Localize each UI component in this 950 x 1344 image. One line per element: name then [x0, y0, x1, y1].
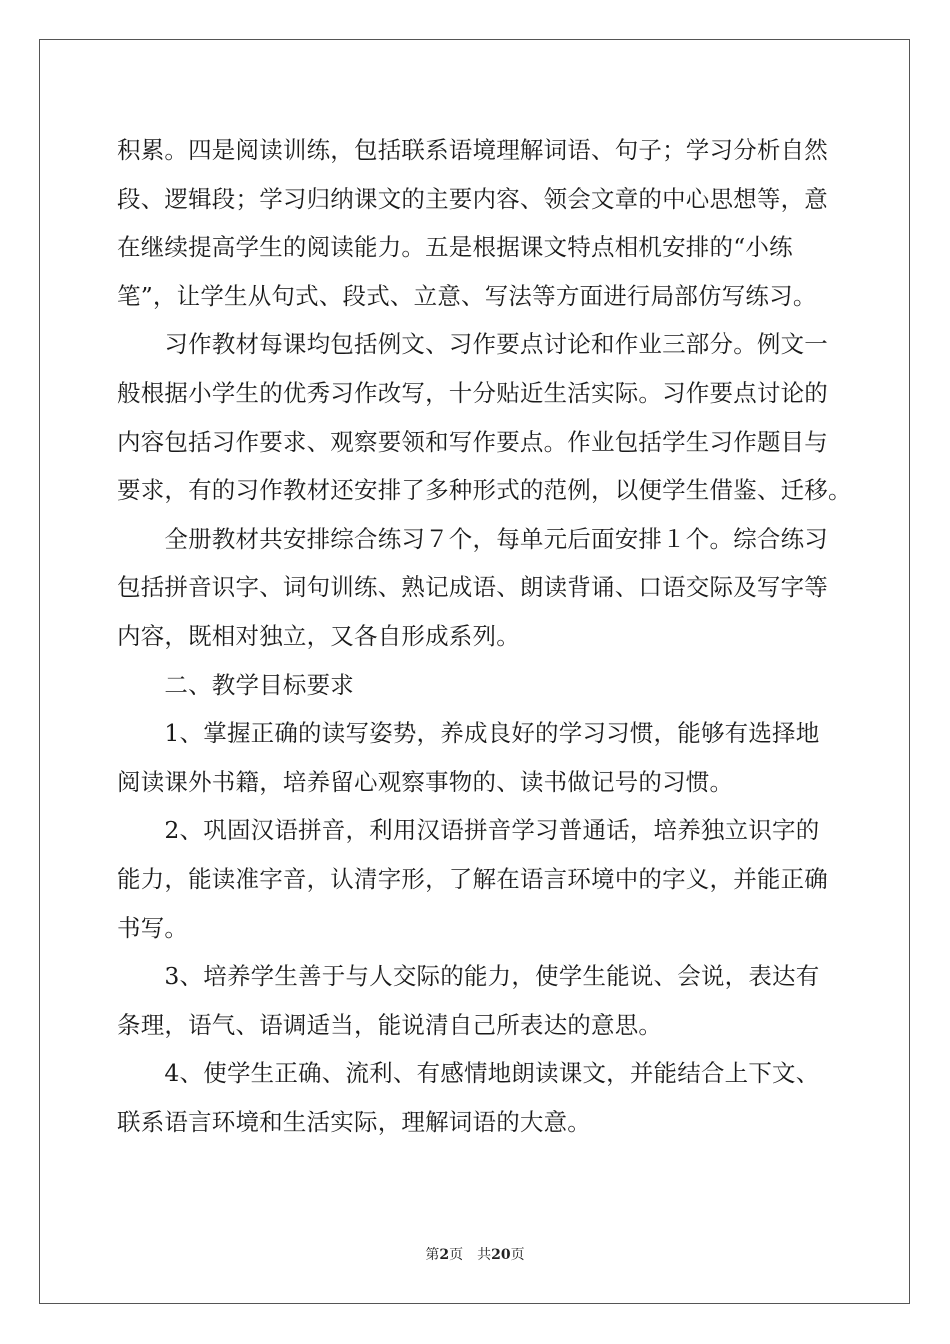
text-line: 在继续提高学生的阅读能力。五是根据课文特点相机安排的“小练	[117, 233, 793, 262]
text-line: 全册教材共安排综合练习７个，每单元后面安排１个。综合练习	[117, 524, 828, 553]
page-footer	[0, 1244, 950, 1264]
text-line: 要求，有的习作教材还安排了多种形式的范例，以便学生借鉴、迁移。	[117, 476, 852, 505]
page-suffix: 页	[449, 1247, 464, 1263]
text-line: 般根据小学生的优秀习作改写，十分贴近生活实际。习作要点讨论的	[117, 378, 828, 407]
text-line: 包括拼音识字、词句训练、熟记成语、朗读背诵、口语交际及写字等	[117, 573, 828, 602]
text-line: 积累。四是阅读训练，包括联系语境理解词语、句子；学习分析自然	[117, 136, 828, 164]
text-line: 阅读课外书籍，培养留心观察事物的、读书做记号的习惯。	[117, 767, 734, 796]
text-line: 段、逻辑段；学习归纳课文的主要内容、领会文章的中心思想等，意	[117, 184, 828, 213]
text-line: 1、掌握正确的读写姿势，养成良好的学习习惯，能够有选择地	[117, 719, 820, 748]
text-line: 联系语言环境和生活实际，理解词语的大意。	[117, 1107, 591, 1136]
document-body	[117, 126, 852, 1146]
text-line: 4、使学生正确、流利、有感情地朗读课文，并能结合上下文、	[117, 1059, 820, 1088]
text-line: 3、培养学生善于与人交际的能力，使学生能说、会说，表达有	[117, 962, 820, 991]
total-pages: 20	[491, 1247, 511, 1263]
text-line: 内容包括习作要求、观察要领和写作要点。作业包括学生习作题目与	[117, 427, 828, 456]
text-line: 内容，既相对独立，又各自形成系列。	[117, 621, 520, 650]
total-suffix: 页	[510, 1247, 525, 1263]
text-line: 条理，语气、语调适当，能说清自己所表达的意思。	[117, 1010, 663, 1039]
text-line: 能力，能读准字音，认清字形，了解在语言环境中的字义，并能正确	[117, 864, 828, 893]
page-prefix: 第	[425, 1247, 440, 1263]
text-line: 书写。	[117, 913, 189, 942]
text-line: 2、巩固汉语拼音，利用汉语拼音学习普通话，培养独立识字的	[117, 816, 820, 845]
page-number: 2	[439, 1247, 450, 1263]
text-line: 笔”，让学生从句式、段式、立意、写法等方面进行局部仿写练习。	[117, 281, 817, 310]
total-prefix: 共	[477, 1247, 492, 1263]
text-line: 习作教材每课均包括例文、习作要点讨论和作业三部分。例文一	[117, 330, 828, 359]
section-heading: 二、教学目标要求	[117, 670, 354, 699]
